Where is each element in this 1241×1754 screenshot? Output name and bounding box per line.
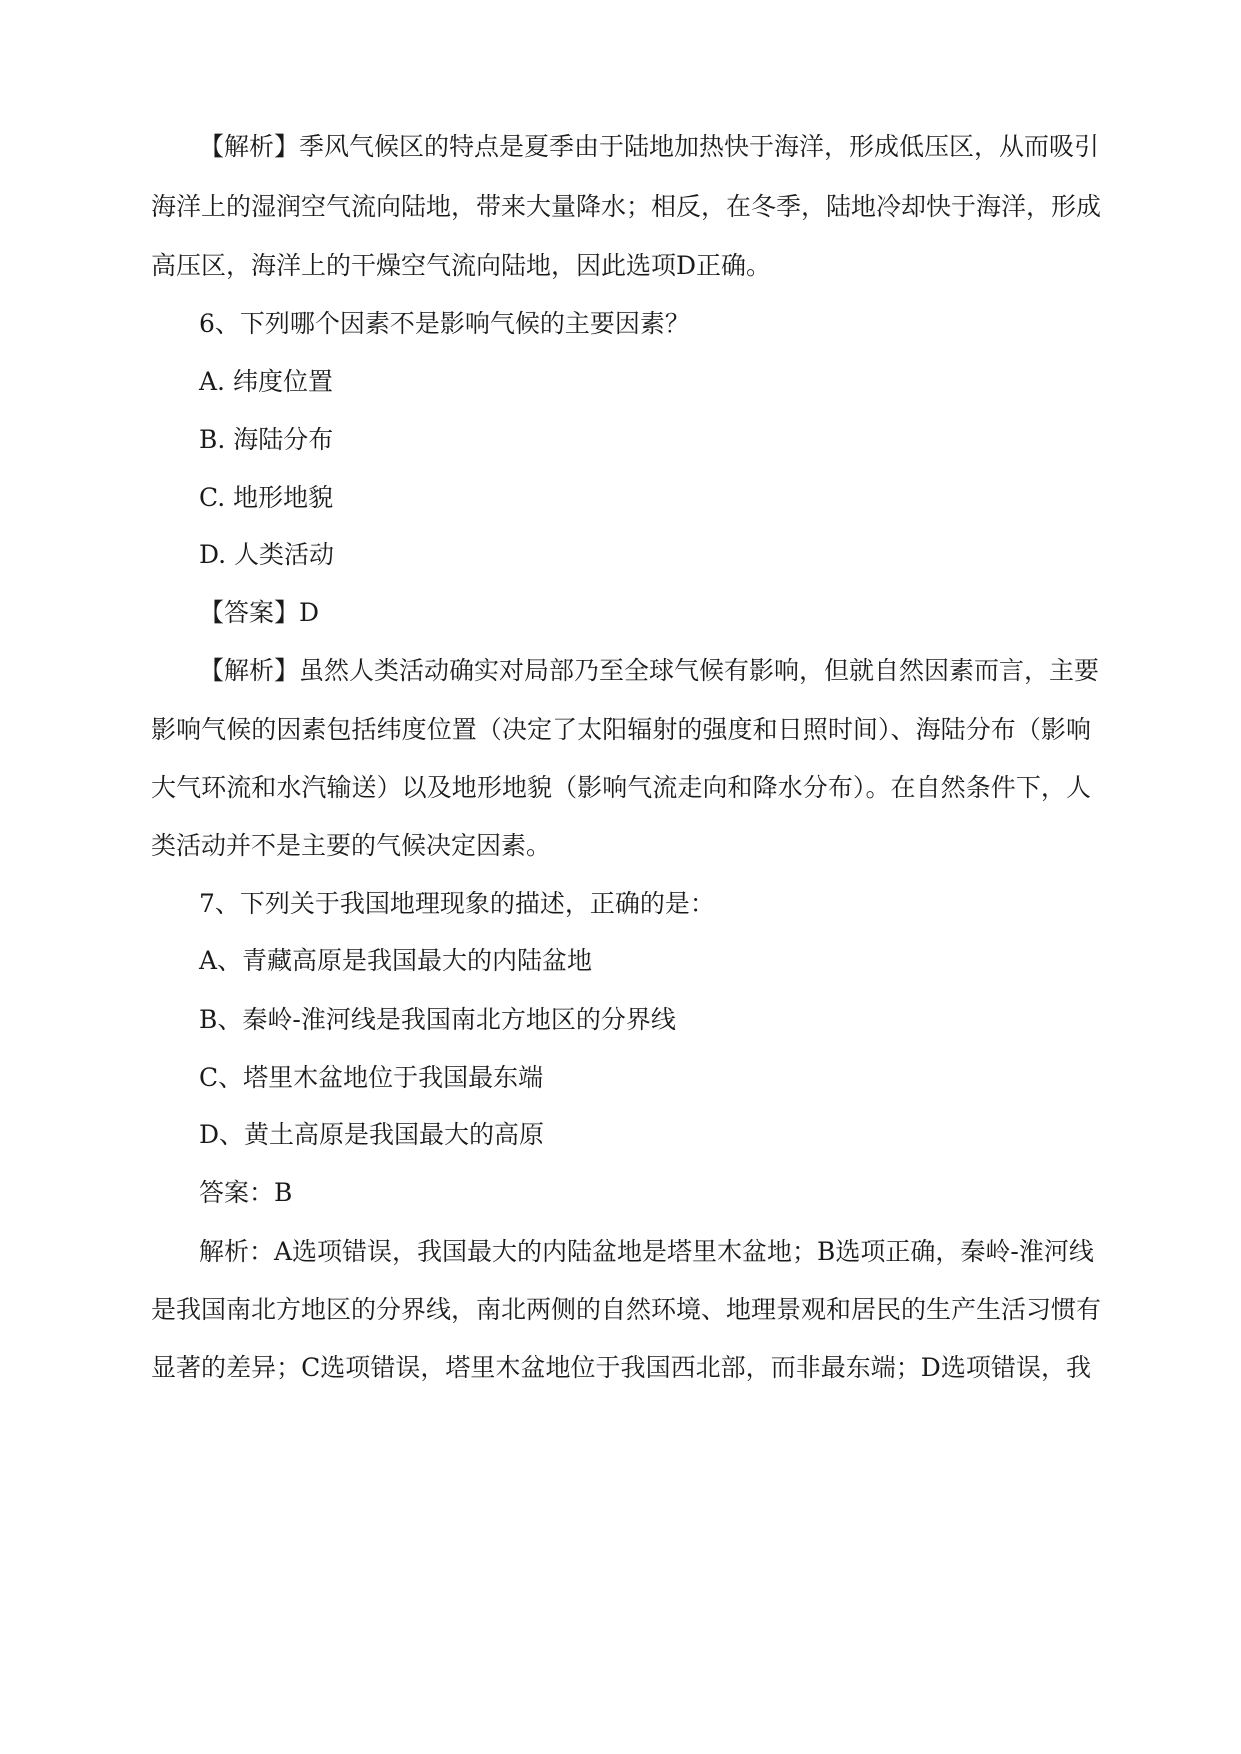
q7-analysis-line: 是我国南北方地区的分界线，南北两侧的自然环境、地理景观和居民的生产生活习惯有 xyxy=(151,1295,1102,1324)
q7-analysis-line: 解析：A选项错误，我国最大的内陆盆地是塔里木盆地；B选项正确，秦岭-淮河线 xyxy=(199,1237,1094,1266)
analysis-line: 高压区，海洋上的干燥空气流向陆地，因此选项D正确。 xyxy=(151,251,772,280)
question-7: 7、下列关于我国地理现象的描述，正确的是： xyxy=(199,889,715,918)
question-6: 6、下列哪个因素不是影响气候的主要因素？ xyxy=(199,309,690,338)
analysis-line: 海洋上的湿润空气流向陆地，带来大量降水；相反，在冬季，陆地冷却快于海洋，形成 xyxy=(151,192,1102,221)
q7-analysis-line: 显著的差异；C选项错误，塔里木盆地位于我国西北部，而非最东端；D选项错误，我 xyxy=(151,1353,1091,1382)
q6-analysis-line: 【解析】虽然人类活动确实对局部乃至全球气候有影响，但就自然因素而言，主要 xyxy=(199,656,1100,685)
analysis-line: 【解析】季风气候区的特点是夏季由于陆地加热快于海洋，形成低压区，从而吸引 xyxy=(199,132,1100,161)
q7-answer: 答案：B xyxy=(199,1178,293,1207)
q6-analysis-line: 大气环流和水汽输送）以及地形地貌（影响气流走向和降水分布）。在自然条件下，人 xyxy=(151,773,1091,802)
q6-analysis-line: 影响气候的因素包括纬度位置（决定了太阳辐射的强度和日照时间）、海陆分布（影响 xyxy=(151,715,1091,744)
q6-answer: 【答案】D xyxy=(199,598,320,627)
q7-option-a: A、青藏高原是我国最大的内陆盆地 xyxy=(199,946,593,975)
q6-option-c: C. 地形地貌 xyxy=(199,483,334,512)
q7-option-b: B、秦岭-淮河线是我国南北方地区的分界线 xyxy=(199,1005,676,1034)
q6-option-a: A. 纬度位置 xyxy=(199,367,333,396)
q6-analysis-line: 类活动并不是主要的气候决定因素。 xyxy=(151,831,552,860)
q7-option-c: C、塔里木盆地位于我国最东端 xyxy=(199,1063,544,1092)
q6-option-b: B. 海陆分布 xyxy=(199,425,334,454)
q7-option-d: D、黄土高原是我国最大的高原 xyxy=(199,1120,545,1149)
q6-option-d: D. 人类活动 xyxy=(199,540,335,569)
